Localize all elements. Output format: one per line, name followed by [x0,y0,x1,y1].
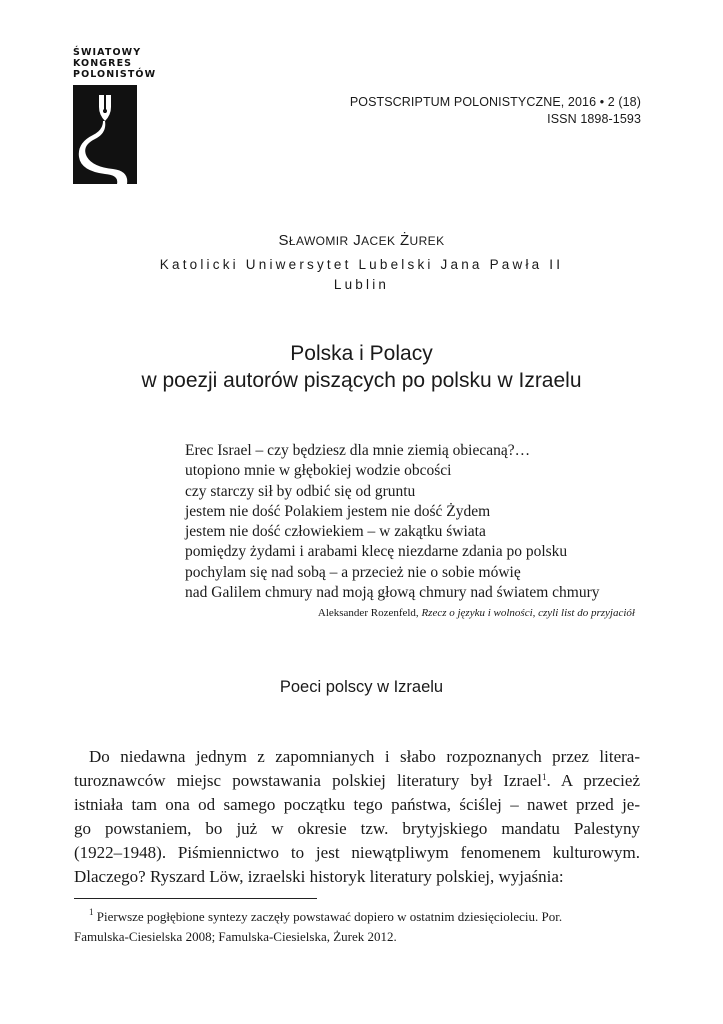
author-name [0,232,723,249]
body-line [74,769,640,793]
section-heading: Poeci polscy w Izraelu [279,678,444,696]
author-last-initial: Ż [399,232,410,249]
footnote-text: Pierwsze pogłębione syntezy zaczęły powstawać dopiero w ostatnim dziesięcioleciu. Por. [96,909,563,924]
poem-line: utopiono mnie w głębokiej wodzie obcości [185,462,452,480]
body-line: Do niedawna jednym z zapomnianych i słabo rozpoznanych przez litera- [89,747,640,766]
body-line: (1922–1948). Piśmiennictwo to jest niewątpliwym fenomenem kulturowym. [74,843,640,862]
poem-line: nad Galilem chmury nad moją głową chmury nad światem chmury [185,584,600,602]
footnote [74,907,640,947]
journal-issn: ISSN 1898-1593 [547,112,641,126]
body-line: Dlaczego? Ryszard Löw, izraelski historyk literatury polskiej, wyjaśnia: [74,867,564,886]
poem-line: pomiędzy żydami i arabami klecę niezdarne zdania po polsku [185,543,568,561]
epigraph-citation [318,607,635,619]
author-first-initial: S [278,232,289,249]
author-middle-rest: ACEK [361,234,396,248]
poem-line: pochylam się nad sobą – a przecież nie o sobie mówię [185,563,521,581]
citation-author: Aleksander Rozenfeld, [317,607,419,619]
logo-line-2: KONGRES [73,58,133,69]
body-line-tail: . A przecież [546,771,640,790]
body-line-text: turoznawców miejsc powstawania polskiej literatury był Izrael [74,771,542,790]
affiliation [0,255,723,295]
citation-work: Rzecz o języku i wolności, czyli list do przyjaciół [421,607,635,619]
affiliation-university: Katolicki Uniwersytet Lubelski Jana Pawła II [159,257,564,272]
article-title-line-2: w poezji autorów piszących po polsku w Izraelu [141,369,582,392]
footnote-divider [74,898,317,899]
author-last-rest: UREK [409,234,445,248]
journal-header [350,94,641,128]
poem-line: czy starczy sił by odbić się od gruntu [185,482,416,500]
footnote-line: Famulska-Ciesielska 2008; Famulska-Ciesielska, Żurek 2012. [74,929,397,944]
poem-line: jestem nie dość człowiekiem – w zakątku świata [185,523,486,541]
journal-title: POSTSCRIPTUM POLONISTYCZNE, 2016 • 2 (18) [349,95,641,109]
footnote-reference[interactable]: 1 [541,772,547,782]
article-title-line-1: Polska i Polacy [290,342,433,365]
logo-line-1: ŚWIATOWY [73,47,142,58]
author-middle-initial: J [353,232,362,249]
affiliation-city: Lublin [333,277,390,292]
body-line: go powstaniem, bo już w okresie tzw. brytyjskiego mandatu Palestyny [74,819,640,838]
pen-nib-road-icon [73,85,137,184]
poem-line: Erec Israel – czy będziesz dla mnie ziemią obiecaną?… [185,442,531,459]
logo-text [73,47,157,80]
logo-line-3: POLONISTÓW [73,69,157,80]
footnote-line [74,907,640,927]
body-line: istniała tam ona od samego początku tego państwa, ściślej – nawet przed je- [74,795,640,814]
body-paragraph [74,745,640,889]
footnote-number: 1 [89,907,94,917]
author-first-rest: ŁAWOMIR [288,234,349,248]
epigraph-poem [185,441,600,603]
congress-logo [73,47,157,184]
poem-line: jestem nie dość Polakiem jestem nie dość Żydem [185,502,491,520]
article-title [0,340,723,394]
